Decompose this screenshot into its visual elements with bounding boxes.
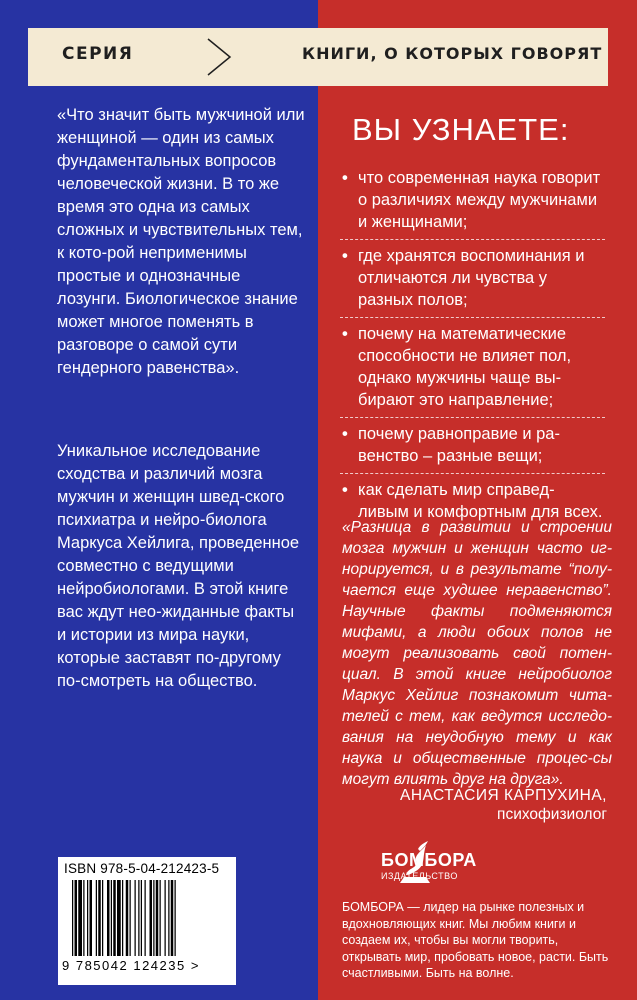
- publisher-name: БОМБОРА: [381, 850, 477, 870]
- list-item-text: где хранятся воспоминания и отличаются ли чувства у разных полов;: [358, 247, 585, 309]
- learn-title: ВЫ УЗНАЕТЕ:: [352, 112, 570, 147]
- chevron-right-icon: [200, 37, 240, 77]
- bullet-icon: •: [342, 425, 348, 443]
- series-label: СЕРИЯ: [62, 44, 134, 64]
- list-item-text: что современная наука говорит о различиях между мужчинами и женщинами;: [358, 169, 601, 231]
- barcode-icon: [72, 880, 217, 956]
- learn-list: [340, 162, 605, 529]
- left-quote: «Что значит быть мужчиной или женщиной — один из самых фундаментальных вопросов человеческой жизни. В то же время это одна из самых сложных и чувствительных тем, к кото-рой неприменимы простые и однозначные лозунги. Биологическое знание может многое поменять в разговоре о самой сути гендерного равенства».: [57, 106, 305, 377]
- list-item-text: почему равноправие и ра-венство – разные вещи;: [358, 425, 560, 465]
- isbn: ISBN 978-5-04-212423-5: [64, 861, 220, 876]
- list-item: [340, 240, 605, 318]
- right-quote: «Разница в развитии и строении мозга мужчин и женщин часто иг-норируется, и в результате “полу-чается еще худшее неравенство”. Научные факты подменяются мифами, а люди обоих полов не могут реализовать свой потен-циал. В этой книге нейробиолог Маркус Хейлиг познакомит чита-телей с тем, как ведутся исследо-вания на неудобную тему и как наука и общественные процес-сы могут влиять друг на друга».: [342, 519, 612, 788]
- list-item-text: как сделать мир справед-ливым и комфортным для всех.: [358, 481, 603, 521]
- list-item-text: почему на математические способности не влияет пол, однако мужчины чаще вы-бирают это направление;: [358, 325, 572, 409]
- left-description: Уникальное исследование сходства и различий мозга мужчин и женщин швед-ского психиатра и нейро-биолога Маркуса Хейлига, проведенное совместно с ведущими нейробиологами. В этой книге вас ждут нео-жиданные факты и истории из мира науки, которые заставят по-другому по-смотреть на общество.: [57, 442, 300, 690]
- bullet-icon: •: [342, 247, 348, 265]
- list-item: [340, 418, 605, 474]
- quote-author: [342, 786, 607, 824]
- author-name: АНАСТАСИЯ КАРПУХИНА,: [399, 787, 607, 804]
- series-name: КНИГИ, О КОТОРЫХ ГОВОРЯТ: [302, 44, 603, 63]
- barcode-digits: 9 785042 124235 >: [62, 958, 200, 973]
- author-title: психофизиолог: [497, 806, 607, 823]
- bullet-icon: •: [342, 325, 348, 343]
- bullet-icon: •: [342, 481, 348, 499]
- list-item: [340, 318, 605, 418]
- publisher-about: БОМБОРА — лидер на рынке полезных и вдохновляющих книг. Мы любим книги и создаем их, чтобы вы могли творить, открывать мир, пробовать новое, расти. Быть счастливыми. Быть на волне.: [342, 900, 609, 980]
- list-item: [340, 162, 605, 240]
- bullet-icon: •: [342, 169, 348, 187]
- publisher-sub: ИЗДАТЕЛЬСТВО: [381, 871, 458, 881]
